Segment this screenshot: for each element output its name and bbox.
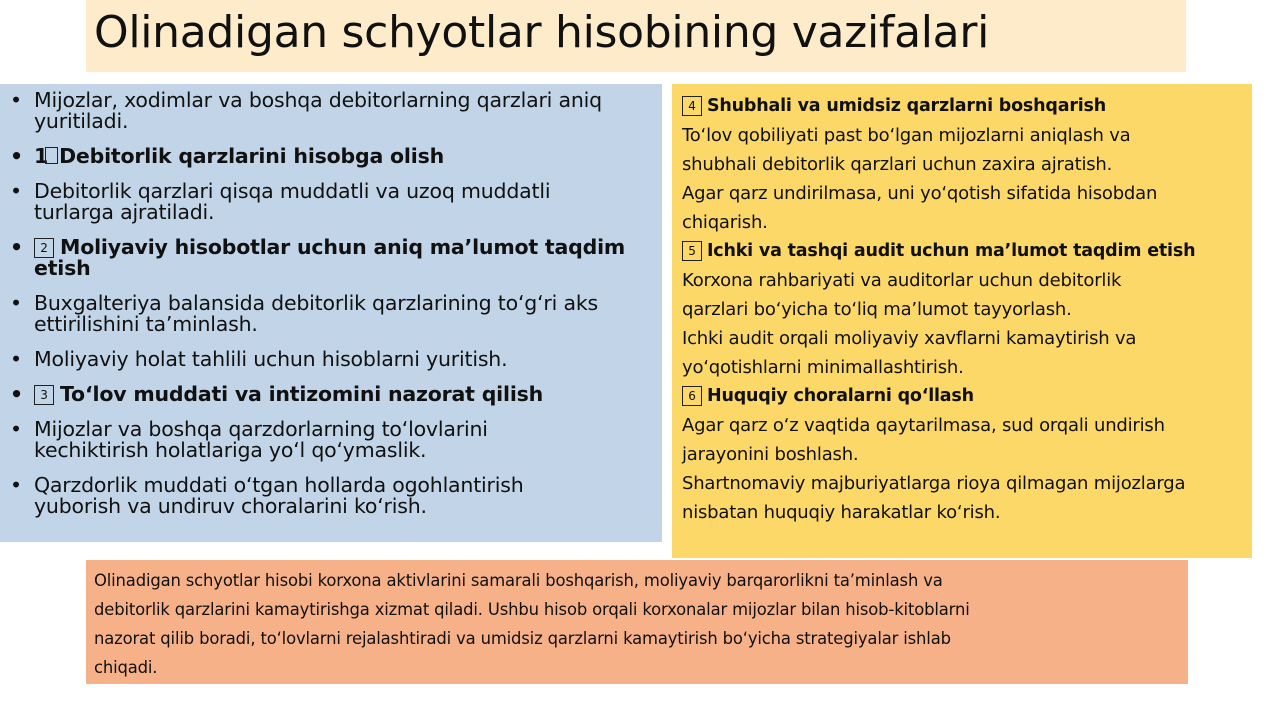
summary-panel bbox=[86, 560, 1188, 684]
text-line: Korxona rahbariyati va auditorlar uchun debitorlik bbox=[682, 270, 1122, 291]
list-item-heading-2: • 2 Moliyaviy hisobotlar uchun aniq ma’lumot taqdim etish bbox=[10, 235, 626, 280]
text-line: yo‘qotishlarni minimallashtirish. bbox=[682, 357, 964, 378]
list-item-heading-1: • 1 Debitorlik qarzlarini hisobga olish bbox=[10, 144, 444, 168]
number-badge-2: 2 bbox=[34, 238, 54, 258]
list-item-heading-3: • 3 To‘lov muddati va intizomini nazorat qilish bbox=[10, 382, 544, 406]
text-line: jarayonini boshlash. bbox=[682, 444, 859, 465]
list-item: • Mijozlar va boshqa qarzdorlarning to‘lovlarini kechiktirish holatlariga yo‘l qo‘ymaslik. bbox=[10, 417, 488, 462]
number-badge-4: 4 bbox=[682, 96, 702, 116]
title-box bbox=[86, 0, 1186, 72]
list-item: • Moliyaviy holat tahlili uchun hisoblarni yuritish. bbox=[10, 347, 508, 371]
number-1: 1 bbox=[34, 144, 49, 168]
summary-line: nazorat qilib boradi, to‘lovlarni rejalashtiradi va umidsiz qarzlarni kamaytirish bo‘yicha strategiyalar ishlab bbox=[94, 629, 951, 648]
text-line: To‘lov qobiliyati past bo‘lgan mijozlarni aniqlash va bbox=[682, 125, 1131, 146]
number-badge-5: 5 bbox=[682, 241, 702, 261]
number-badge-6: 6 bbox=[682, 386, 702, 406]
slide-title: Olinadigan schyotlar hisobining vazifalari bbox=[94, 7, 990, 58]
summary-line: chiqadi. bbox=[94, 658, 158, 677]
section-heading-4: 4 Shubhali va umidsiz qarzlarni boshqarish bbox=[682, 92, 1242, 121]
text-line: nisbatan huquqiy harakatlar ko‘rish. bbox=[682, 502, 1001, 523]
summary-line: Olinadigan schyotlar hisobi korxona aktivlarini samarali boshqarish, moliyaviy barqarorlikni ta’minlash va bbox=[94, 571, 943, 590]
text-line: Agar qarz undirilmasa, uni yo‘qotish sifatida hisobdan bbox=[682, 183, 1158, 204]
square-glyph-icon bbox=[45, 147, 58, 164]
text-line: Agar qarz o‘z vaqtida qaytarilmasa, sud orqali undirish bbox=[682, 415, 1165, 436]
text-line: chiqarish. bbox=[682, 212, 768, 233]
number-badge-3: 3 bbox=[34, 385, 54, 405]
section-heading-6: 6 Huquqiy choralarni qo‘llash bbox=[682, 382, 1242, 411]
list-item: • Mijozlar, xodimlar va boshqa debitorlarning qarzlari aniq yuritiladi. bbox=[10, 88, 602, 133]
left-panel bbox=[0, 84, 662, 542]
list-item: • Qarzdorlik muddati o‘tgan hollarda ogohlantirish yuborish va undiruv choralarini ko‘rish. bbox=[10, 473, 524, 518]
text-line: qarzlari bo‘yicha to‘liq ma’lumot tayyorlash. bbox=[682, 299, 1072, 320]
list-item: • Debitorlik qarzlari qisqa muddatli va uzoq muddatli turlarga ajratiladi. bbox=[10, 179, 551, 224]
left-bullet-list bbox=[8, 90, 648, 531]
list-item: • Buxgalteriya balansida debitorlik qarzlarining to‘g‘ri aks ettirilishini ta’minlash. bbox=[10, 291, 598, 336]
right-panel bbox=[672, 84, 1252, 558]
text-line: Shartnomaviy majburiyatlarga rioya qilmagan mijozlarga bbox=[682, 473, 1186, 494]
text-line: shubhali debitorlik qarzlari uchun zaxira ajratish. bbox=[682, 154, 1113, 175]
section-heading-5: 5 Ichki va tashqi audit uchun ma’lumot taqdim etish bbox=[682, 237, 1242, 266]
text-line: Ichki audit orqali moliyaviy xavflarni kamaytirish va bbox=[682, 328, 1137, 349]
summary-line: debitorlik qarzlarini kamaytirishga xizmat qiladi. Ushbu hisob orqali korxonalar mijozlar bilan hisob-kitoblarni bbox=[94, 600, 970, 619]
